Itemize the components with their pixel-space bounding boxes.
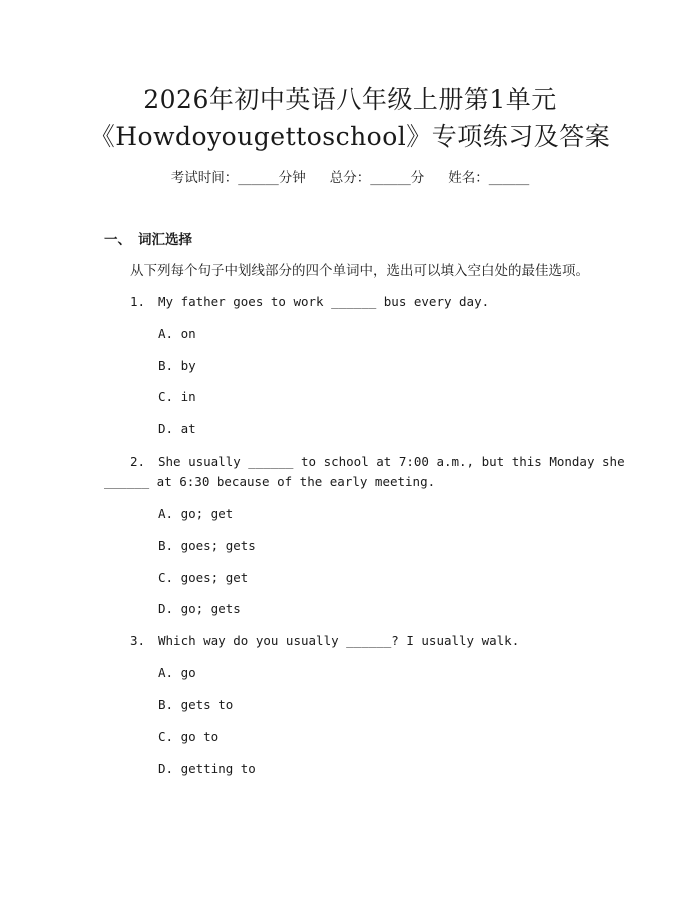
exam-info bbox=[0, 169, 700, 187]
option-a: A. go bbox=[158, 665, 196, 680]
question-text-continued: ______ at 6:30 because of the early meeting. bbox=[104, 474, 436, 489]
option-c: C. goes; get bbox=[158, 570, 249, 585]
title-line-2: 《Howdoyougettoschool》专项练习及答案 bbox=[89, 122, 611, 151]
option-b: B. by bbox=[158, 358, 196, 373]
title-line-1: 2026年初中英语八年级上册第1单元 bbox=[143, 85, 557, 114]
option-d: D. go; gets bbox=[158, 601, 241, 616]
option-c: C. go to bbox=[158, 729, 219, 744]
question-number: 2. bbox=[130, 454, 146, 469]
question-text: Which way do you usually ______? I usually walk. bbox=[158, 633, 520, 648]
option-b: B. gets to bbox=[158, 697, 234, 712]
question-text: She usually ______ to school at 7:00 a.m., but this Monday she bbox=[158, 454, 625, 469]
exam-name: 姓名：______ bbox=[448, 170, 530, 186]
option-c: C. in bbox=[158, 389, 196, 404]
option-d: D. at bbox=[158, 421, 196, 436]
option-d: D. getting to bbox=[158, 761, 256, 776]
section-instruction: 从下列每个句子中划线部分的四个单词中，选出可以填入空白处的最佳选项。 bbox=[130, 263, 589, 279]
option-b: B. goes; gets bbox=[158, 538, 256, 553]
exam-time: 考试时间：______分钟 bbox=[170, 170, 306, 186]
section-title: 词汇选择 bbox=[138, 232, 192, 248]
question-text: My father goes to work ______ bus every day. bbox=[158, 294, 490, 309]
question-number: 3. bbox=[130, 633, 146, 648]
option-a: A. on bbox=[158, 326, 196, 341]
option-a: A. go; get bbox=[158, 506, 234, 521]
section-number: 一、 bbox=[104, 232, 131, 248]
section-heading bbox=[104, 231, 192, 249]
exam-total-score: 总分：______分 bbox=[329, 170, 425, 186]
question-number: 1. bbox=[130, 294, 146, 309]
